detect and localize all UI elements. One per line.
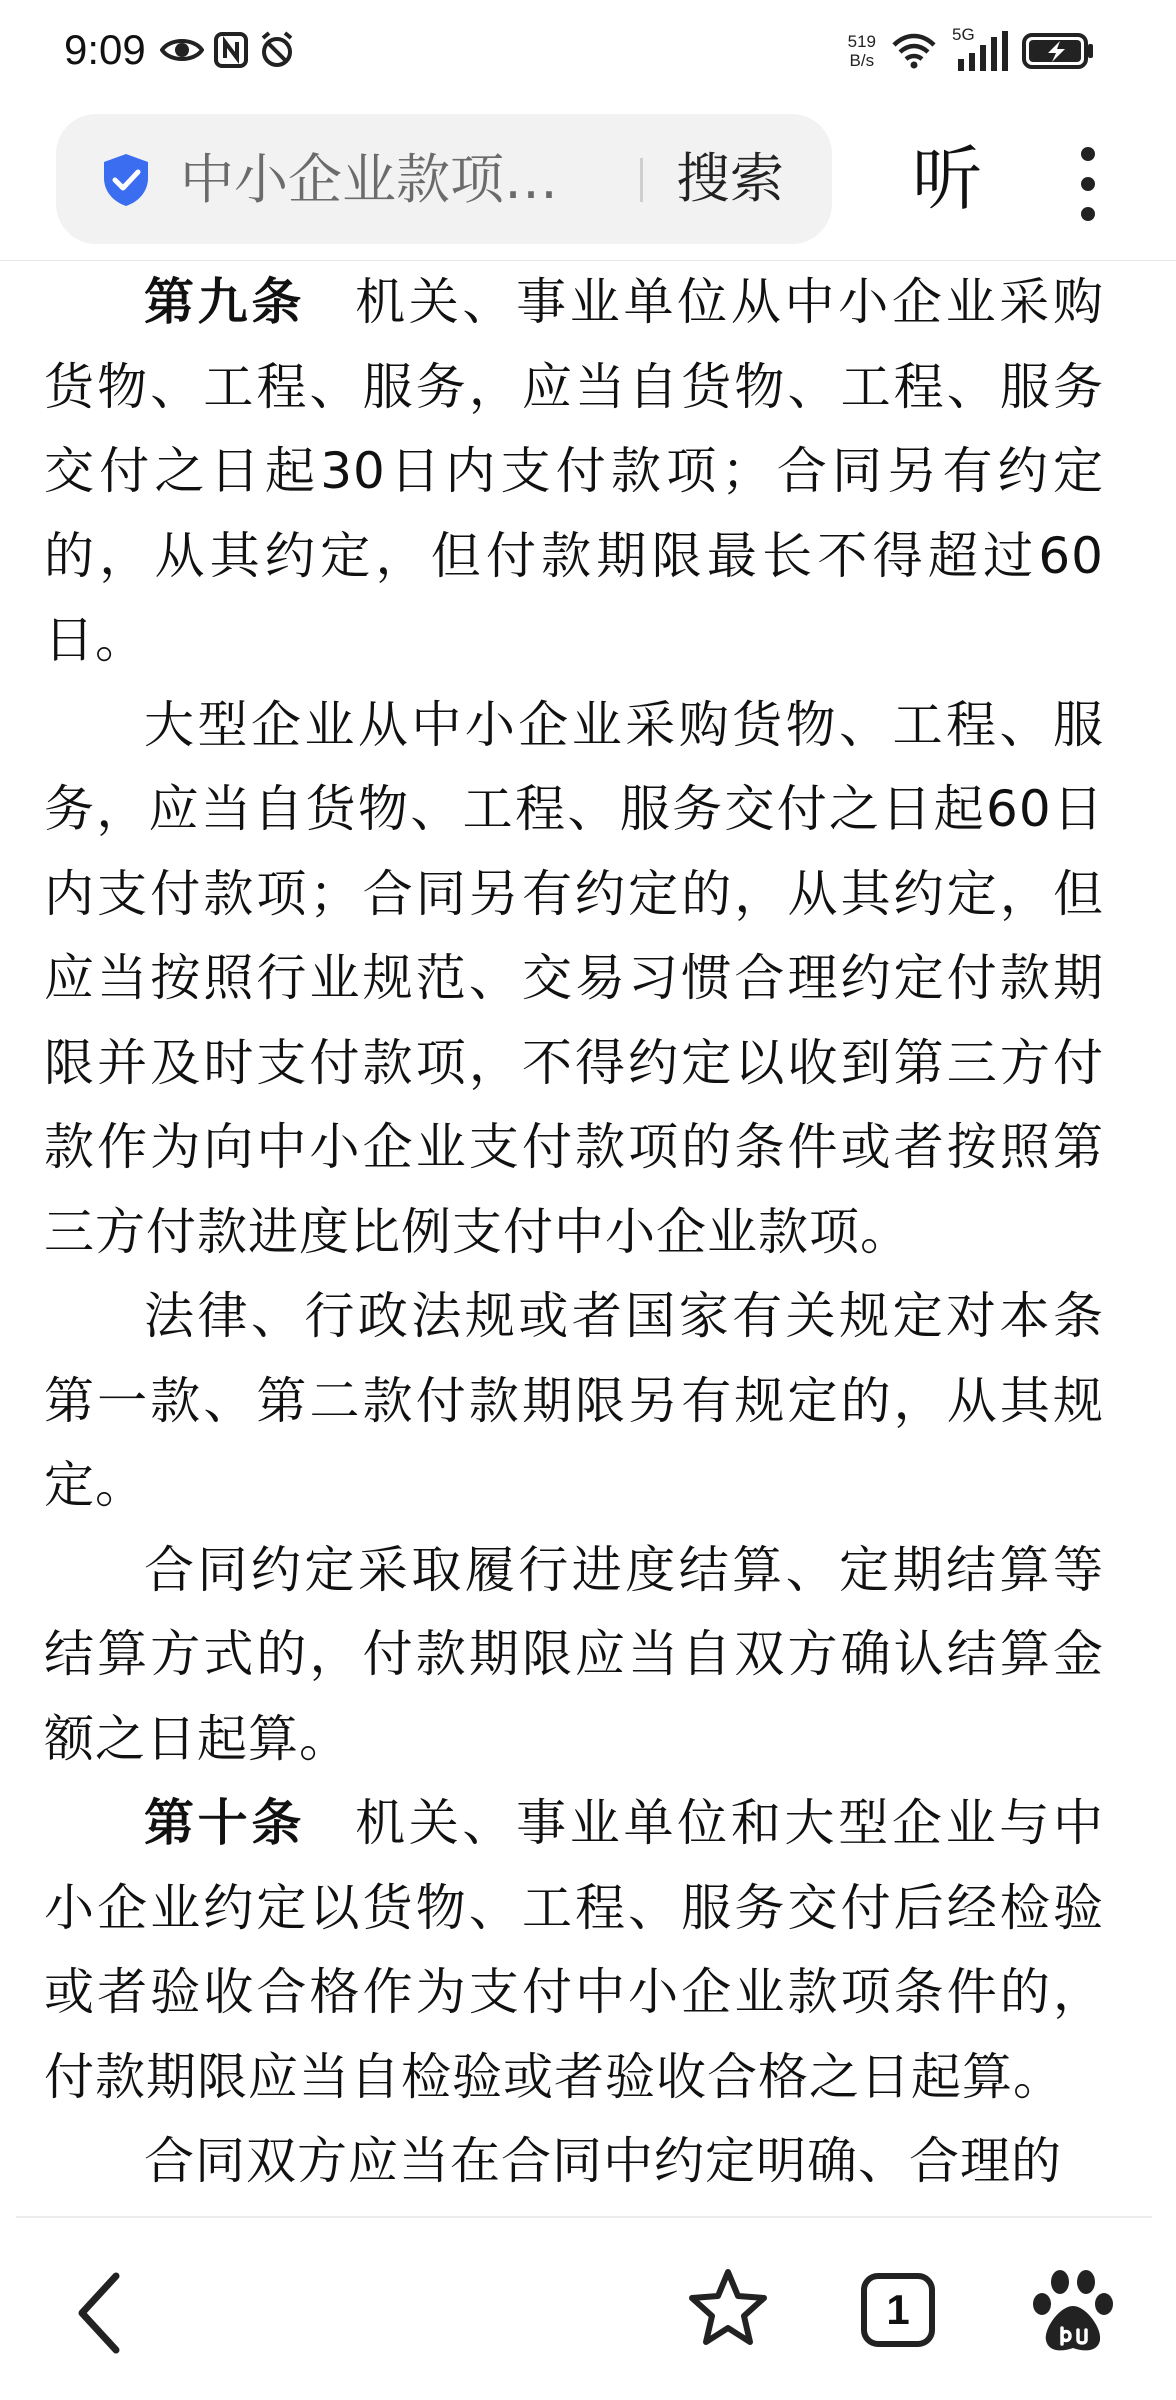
net-speed-value: 519: [847, 32, 876, 51]
search-button[interactable]: 搜索: [676, 147, 784, 210]
status-right-icons: [848, 26, 1096, 76]
address-bar[interactable]: [56, 114, 832, 244]
article-paragraph: [44, 2119, 1104, 2204]
back-icon[interactable]: [70, 2268, 130, 2358]
article-content: [44, 260, 1104, 2220]
battery-charging-icon: [1022, 32, 1096, 70]
paragraph-text: 机关、事业单位从中小企业采购货物、工程、服务，应当自货物、工程、服务交付之日起30日内支付款项；合同另有约定的，从其约定，但付款期限最长不得超过60日。: [44, 273, 1104, 669]
article-number: 第九条: [144, 273, 306, 331]
net-speed-unit: B/s: [849, 51, 875, 70]
wifi-icon: [890, 31, 938, 71]
article-paragraph: [44, 683, 1104, 1275]
shield-icon: [98, 152, 154, 208]
paragraph-text: 合同约定采取履行进度结算、定期结算等结算方式的，付款期限应当自双方确认结算金额之日起算。: [44, 1540, 1104, 1768]
listen-button[interactable]: 听: [912, 138, 982, 220]
bottom-navigation: [0, 2216, 1176, 2400]
article-paragraph: [44, 260, 1104, 683]
nfc-icon: [214, 32, 248, 68]
paragraph-text: 合同双方应当在合同中约定明确、合理的: [144, 2132, 1062, 2190]
status-time: 9:09: [64, 26, 146, 73]
paragraph-text: 法律、行政法规或者国家有关规定对本条第一款、第二款付款期限另有规定的，从其规定。: [44, 1287, 1104, 1514]
baidu-icon[interactable]: [1030, 2266, 1116, 2356]
bottom-divider: [16, 2216, 1152, 2218]
address-divider: [640, 158, 643, 202]
browser-toolbar: [0, 100, 1176, 261]
article-paragraph: [44, 1528, 1104, 1782]
alarm-icon: [258, 31, 296, 69]
page-title[interactable]: 中小企业款项…: [180, 148, 558, 211]
article-paragraph: [44, 1781, 1104, 2119]
signal-5g-icon: [952, 25, 1008, 73]
more-icon[interactable]: [1068, 144, 1108, 224]
status-left-icons: [160, 30, 296, 70]
paragraph-text: 机关、事业单位和大型企业与中小企业约定以货物、工程、服务交付后经检验或者验收合格作为支付中小企业款项条件的，付款期限应当自检验或者验收合格之日起算。: [44, 1794, 1104, 2106]
article-paragraph: [44, 1274, 1104, 1528]
star-icon[interactable]: [686, 2266, 770, 2350]
paragraph-text: 大型企业从中小企业采购货物、工程、服务，应当自货物、工程、服务交付之日起60日内支付款项；合同另有约定的，从其约定，但应当按照行业规范、交易习惯合理约定付款期限并及时支付款项，不得约定以收到第三方付款作为向中小企业支付款项的条件或者按照第三方付款进度比例支付中小企业款项。: [44, 695, 1104, 1261]
network-label: 5G: [952, 25, 975, 44]
net-speed: [848, 32, 876, 70]
status-bar: [0, 0, 1176, 100]
article-number: 第十条: [144, 1794, 306, 1852]
tab-count[interactable]: 1: [886, 2286, 910, 2333]
eye-icon: [160, 34, 204, 66]
